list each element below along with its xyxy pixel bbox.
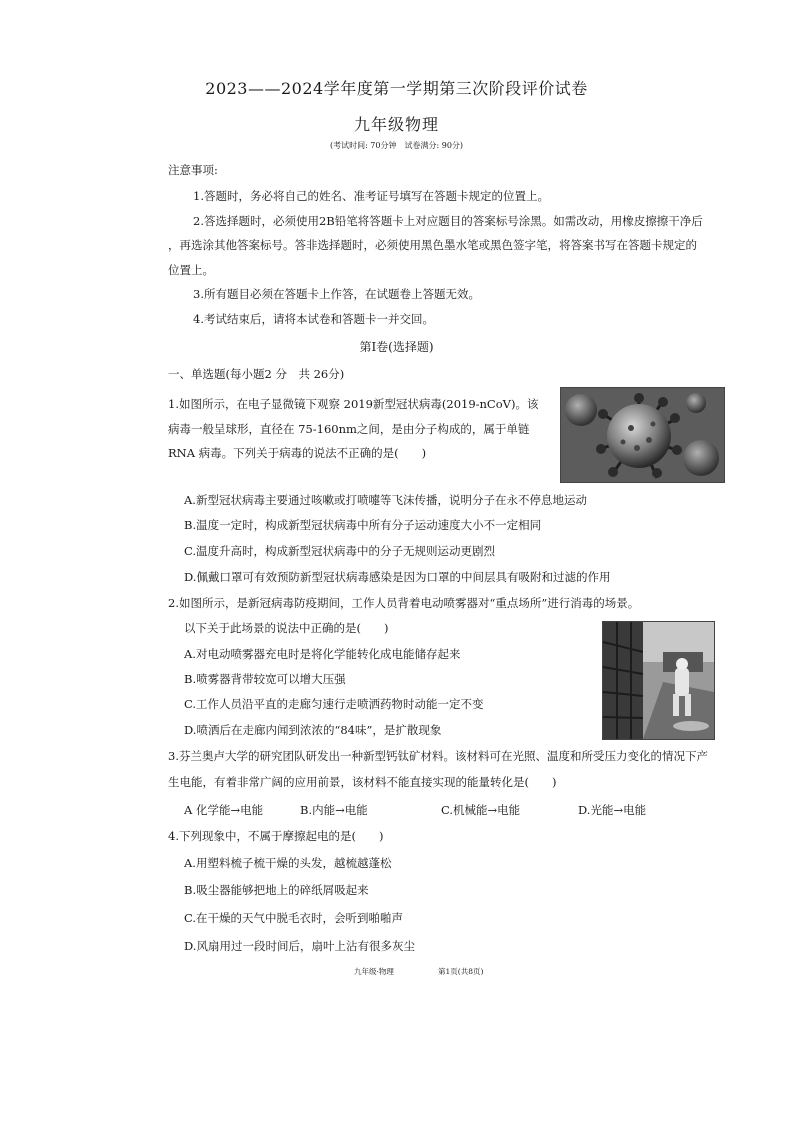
q4-option-b: B.吸尘器能够把地上的碎纸屑吸起来 — [184, 883, 369, 897]
q1-stem-line-2: 病毒一般呈球形，直径在 75-160nm之间，是由分子构成的，属于单链 — [168, 422, 530, 436]
section-heading: 一、单选题(每小题2 分 共 26分) — [168, 367, 345, 381]
q1-option-a: A.新型冠状病毒主要通过咳嗽或打喷嚏等飞沫传播，说明分子在永不停息地运动 — [184, 493, 587, 507]
q2-option-a: A.对电动喷雾器充电时是将化学能转化成电能储存起来 — [184, 647, 461, 661]
q3-option-a: A 化学能→电能 — [184, 803, 264, 817]
q1-option-d: D.佩戴口罩可有效预防新型冠状病毒感染是因为口罩的中间层具有吸附和过滤的作用 — [184, 570, 611, 584]
q3-option-d: D.光能→电能 — [578, 803, 647, 817]
q4-option-c: C.在干燥的天气中脱毛衣时，会听到啪啪声 — [184, 911, 404, 925]
part-heading: 第Ⅰ卷(选择题) — [359, 340, 434, 354]
note-item-4: 4.考试结束后，请将本试卷和答题卡一并交回。 — [193, 312, 434, 326]
note-item-3: 3.所有题目必须在答题卡上作答，在试题卷上答题无效。 — [193, 287, 480, 301]
q1-option-c: C.温度升高时，构成新型冠状病毒中的分子无规则运动更剧烈 — [184, 544, 496, 558]
q1-option-b: B.温度一定时，构成新型冠状病毒中所有分子运动速度大小不一定相同 — [184, 518, 542, 532]
exam-subject: 九年级物理 — [353, 115, 439, 134]
footer-subject: 九年级·物理 — [354, 967, 394, 976]
notes-heading: 注意事项: — [168, 163, 218, 177]
q3-option-c: C.机械能→电能 — [441, 803, 521, 817]
q4-option-a: A.用塑料梳子梳干燥的头发，越梳越蓬松 — [184, 856, 392, 870]
q2-stem-line-1: 2.如图所示，是新冠病毒防疫期间，工作人员背着电动喷雾器对“重点场所”进行消毒的场景。 — [168, 596, 640, 610]
coronavirus-image — [560, 387, 725, 483]
note-item-2-line-1: 2.答选择题时，必须使用2B铅笔将答题卡上对应题目的答案标号涂黑。如需改动，用橡皮擦擦干净后 — [193, 214, 703, 228]
q3-stem-line-1: 3.芬兰奥卢大学的研究团队研发出一种新型钙钛矿材料。该材料可在光照、温度和所受压力变化的情况下产 — [168, 749, 708, 763]
q2-option-d: D.喷洒后在走廊内闻到浓浓的“84味”，是扩散现象 — [184, 723, 442, 737]
q3-stem-line-2: 生电能，有着非常广阔的应用前景，该材料不能直接实现的能量转化是( ) — [168, 775, 557, 789]
exam-meta: (考试时间: 70分钟 试卷满分: 90分) — [329, 141, 464, 150]
disinfection-photo — [602, 621, 715, 740]
q2-option-b: B.喷雾器背带较宽可以增大压强 — [184, 672, 346, 686]
note-item-2-line-3: 位置上。 — [168, 263, 214, 277]
page-number: 第1页(共8页) — [438, 967, 484, 976]
q1-stem-line-3: RNA 病毒。下列关于病毒的说法不正确的是( ) — [168, 446, 427, 460]
exam-title: 2023——2024学年度第一学期第三次阶段评价试卷 — [205, 79, 588, 98]
q4-stem: 4.下列现象中，不属于摩擦起电的是( ) — [168, 829, 384, 843]
q2-option-c: C.工作人员沿平直的走廊匀速行走喷洒药物时动能一定不变 — [184, 697, 484, 711]
q4-option-d: D.风扇用过一段时间后，扇叶上沾有很多灰尘 — [184, 939, 415, 953]
note-item-2-line-2: ，再选涂其他答案标号。答非选择题时，必须使用黑色墨水笔或黑色签字笔，将答案书写在答题卡规定的 — [168, 238, 697, 252]
q1-stem-line-1: 1.如图所示，在电子显微镜下观察 2019新型冠状病毒(2019-nCoV)。该 — [168, 397, 539, 411]
note-item-1: 1.答题时，务必将自己的姓名、准考证号填写在答题卡规定的位置上。 — [193, 189, 549, 203]
q3-option-b: B.内能→电能 — [300, 803, 368, 817]
q2-stem-line-2: 以下关于此场景的说法中正确的是( ) — [184, 621, 389, 635]
